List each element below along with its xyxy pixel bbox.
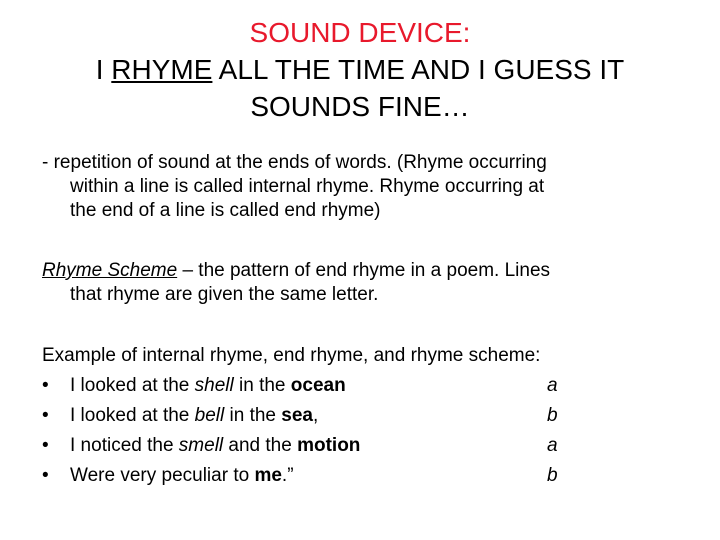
poem-text: I looked at the <box>70 375 195 396</box>
definition-line: - repetition of sound at the ends of words. (Rhyme occurring <box>42 152 547 173</box>
poem-line <box>42 404 682 434</box>
poem-text: and the <box>223 435 298 456</box>
title-line-3: SOUNDS FINE… <box>250 91 470 122</box>
title-line-2-pre: I <box>95 54 112 85</box>
poem-internal-rhyme: shell <box>194 375 234 396</box>
rhyme-letter: b <box>547 465 558 486</box>
rhyme-letter: a <box>547 375 558 396</box>
poem-line <box>42 434 682 464</box>
poem-end-rhyme: sea <box>281 405 313 426</box>
title-underlined-word: RHYME <box>111 54 213 85</box>
poem-text: .” <box>281 465 294 486</box>
slide-title <box>0 14 720 125</box>
poem-end-rhyme: motion <box>297 435 361 456</box>
poem-line <box>42 374 682 404</box>
definition-line: the end of a line is called end rhyme) <box>70 200 381 221</box>
bullet-icon: • <box>42 375 49 396</box>
poem-internal-rhyme: bell <box>194 405 225 426</box>
poem-line-text <box>70 434 360 458</box>
example-section <box>42 344 682 494</box>
title-line-2-post: ALL THE TIME AND I GUESS IT <box>212 54 625 85</box>
poem-text: in the <box>233 375 291 396</box>
poem-internal-rhyme: smell <box>178 435 224 456</box>
rhyme-scheme-definition: – the pattern of end rhyme in a poem. Lines <box>177 260 551 281</box>
poem-line-text <box>70 464 294 488</box>
poem-text: I looked at the <box>70 405 195 426</box>
rhyme-scheme-line: that rhyme are given the same letter. <box>70 284 379 305</box>
rhyme-letter: b <box>547 405 558 426</box>
example-intro: Example of internal rhyme, end rhyme, and rhyme scheme: <box>42 345 541 366</box>
definition-line: within a line is called internal rhyme. Rhyme occurring at <box>70 176 545 197</box>
rhyme-letter: a <box>547 435 558 456</box>
poem-text: in the <box>224 405 282 426</box>
poem-end-rhyme: me <box>254 465 282 486</box>
bullet-icon: • <box>42 465 49 486</box>
title-line-2 <box>0 51 720 88</box>
bullet-icon: • <box>42 435 49 456</box>
definition-paragraph <box>42 151 682 223</box>
rhyme-scheme-line <box>42 259 682 283</box>
poem-line <box>42 464 682 494</box>
rhyme-scheme-term: Rhyme Scheme <box>42 260 178 281</box>
poem-text: , <box>312 405 319 426</box>
bullet-icon: • <box>42 405 49 426</box>
poem-line-text <box>70 374 346 398</box>
poem-text: I noticed the <box>70 435 179 456</box>
poem-line-text <box>70 404 318 428</box>
poem-text: Were very peculiar to <box>70 465 255 486</box>
rhyme-scheme-paragraph <box>42 259 682 307</box>
poem-end-rhyme: ocean <box>290 375 346 396</box>
title-line-1: SOUND DEVICE: <box>249 17 471 48</box>
